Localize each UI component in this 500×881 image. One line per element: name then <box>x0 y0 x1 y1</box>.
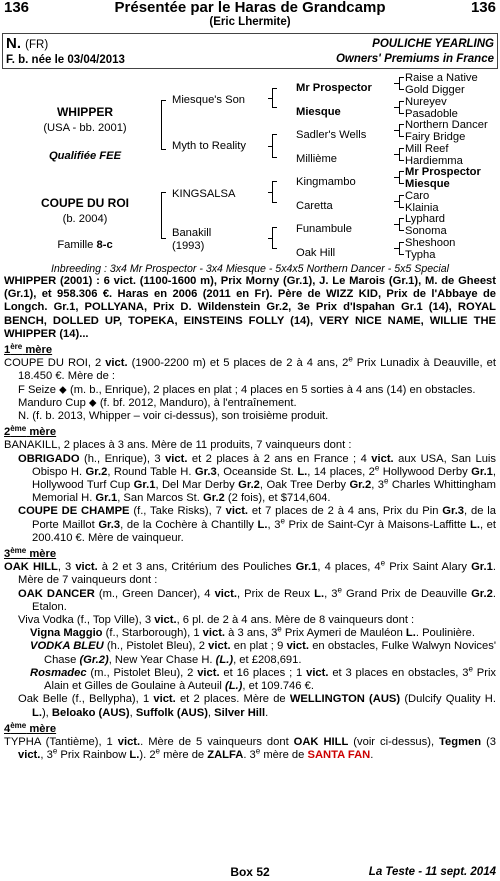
gen4-4b: Hardiemma <box>405 155 463 167</box>
section-3-paragraph-1: OAK HILL, 3 vict. à 2 et 3 ans, Critérium des Pouliches Gr.1, 4 places, 4e Prix Saint Alary Gr.1. Mère de 7 vainqueurs dont : <box>4 558 496 587</box>
section-2-paragraph-1: BANAKILL, 2 places à 3 ans. Mère de 11 produits, 7 vainqueurs dont : <box>4 439 352 452</box>
page-footer <box>0 866 500 880</box>
gen4-3b: Fairy Bridge <box>405 131 466 143</box>
gen4-1a: Raise a Native <box>405 72 478 84</box>
agent-name: (Eric Lhermite) <box>209 16 291 28</box>
bracket-sire <box>161 100 162 150</box>
gen4-2b: Pasadoble <box>405 108 458 120</box>
dam-sire: KINGSALSA <box>172 188 236 200</box>
box-number: Box 52 <box>230 865 270 879</box>
dam-family: Famille 8-c <box>57 239 113 251</box>
section-4-paragraph-1: TYPHA (Tantième), 1 vict.. Mère de 5 vainqueurs dont OAK HILL (voir ci-dessus), Tegmen (3 vict., 3e Prix Rainbow L.). 2e mère de ZALFA. 3e mère de SANTA FAN. <box>4 735 497 762</box>
gen3-4: Millième <box>296 153 338 165</box>
gen4-3a: Northern Dancer <box>405 119 488 131</box>
horse-premiums: Owners' Premiums in France <box>335 53 494 65</box>
dam-dam: Banakill <box>172 227 212 239</box>
gen4-6b: Klainia <box>405 202 439 214</box>
sire-description: WHIPPER (2001) : 6 vict. (1100-1600 m), Prix Morny (Gr.1), J. Le Marois (Gr.1), M. de Gheest (Gr.1), et 958.306 €. Haras en 2006 (2011 en Fr). Père de WIZZ KID, Prix de l'Abbaye de Longch. Gr.1, POLLYANA, Prix D. Wildenstein Gr.2, 3e Prix d'Ispahan Gr.1 (14), ROYAL BENCH, DOLLED UP, TOPEKA, EINSTEINS FOLLY (14), VERY NICE NAME, WILLIE THE WHIPPER (14)... <box>4 275 496 340</box>
gen3-3: Sadler's Wells <box>296 129 367 141</box>
lot-number-right: 136 <box>470 0 496 16</box>
lot-number-left: 136 <box>4 0 30 16</box>
section-title-3: 3ème mère <box>4 546 57 561</box>
sire-name: WHIPPER <box>56 105 113 119</box>
gen4-8a: Sheshoon <box>405 237 456 249</box>
catalogue-text <box>4 275 496 762</box>
gen3-1: Mr Prospector <box>296 82 372 94</box>
dam-name: COUPE DU ROI <box>40 196 129 210</box>
section-3-paragraph-6: Rosmadec (m., Pistolet Bleu), 2 vict. et 16 places ; 1 vict. et 3 places en obstacles, 3e Prix Alain et Gilles de Goulaine à Auteuil (L.), et 109.746 €. <box>30 664 497 693</box>
section-1-paragraph-3: Manduro Cup ⬥ (f. bf. 2012, Manduro), à l'entraînement. <box>18 396 297 409</box>
section-3-paragraph-7: Oak Belle (f., Bellypha), 1 vict. et 2 places. Mère de WELLINGTON (AUS) (Dulcify Quality H. L.), Beloako (AUS), Suffolk (AUS), Silver Hill. <box>18 693 496 719</box>
sire-dam: Myth to Reality <box>172 140 246 152</box>
section-3-paragraph-3: Viva Vodka (f., Top Ville), 3 vict., 6 pl. de 2 à 4 ans. Mère de 8 vainqueurs dont : <box>18 614 415 627</box>
horse-id-box <box>2 33 498 69</box>
dam-info: (b. 2004) <box>62 213 108 225</box>
page-header <box>0 0 500 16</box>
section-2-paragraph-3: COUPE DE CHAMPE (f., Take Risks), 7 vict. et 7 places de 2 à 4 ans, Prix du Pin Gr.3, de la Porte Maillot Gr.3, de la Cochère à Chantilly L., 3e Prix de Saint-Cyr à Maisons-Laffitte L., et 200.410 €. Mère de vainqueur. <box>18 505 497 544</box>
gen4-6a: Caro <box>405 190 430 202</box>
bracket-dam <box>161 192 162 239</box>
gen3-6: Caretta <box>296 200 333 212</box>
gen3-8: Oak Hill <box>296 247 336 259</box>
section-3-paragraph-2: OAK DANCER (m., Green Dancer), 4 vict., Prix de Reux L., 3e Grand Prix de Deauville Gr.2. Etalon. <box>18 584 496 613</box>
sire-sire: Miesque's Son <box>172 94 246 106</box>
section-title-4: 4ème mère <box>4 720 57 735</box>
section-1-paragraph-4: N. (f. b. 2013, Whipper – voir ci-dessus), son troisième produit. <box>18 410 329 423</box>
gen4-1b: Gold Digger <box>405 84 465 96</box>
gen4-7a: Lyphard <box>405 213 446 225</box>
horse-birth: F. b. née le 03/04/2013 <box>6 54 125 66</box>
page-title: Présentée par le Haras de Grandcamp <box>114 0 386 16</box>
gen3-5: Kingmambo <box>296 176 356 188</box>
gen4-2a: Nureyev <box>405 96 447 108</box>
section-2-paragraph-2: OBRIGADO (h., Enrique), 3 vict. et 2 places à 2 ans en France ; 4 vict. aux USA, San Luis Obispo H. Gr.2, Round Table H. Gr.3, Oceanside St. L., 14 places, 2e Hollywood Derby Gr.1, Hollywood Turf Cup Gr.1, Del Mar Derby Gr.2, Oak Tree Derby Gr.2, 3e Charles Whittingham Memorial H. Gr.1, San Marcos St. Gr.2 (2 fois), et $714,604. <box>18 452 497 505</box>
section-1-paragraph-2: F Seize ⬥ (m. b., Enrique), 2 places en plat ; 4 places en 5 sorties à 4 ans (14) en obstacles. <box>18 383 476 396</box>
dam-dam-year: (1993) <box>172 240 205 252</box>
gen4-8b: Typha <box>405 249 436 261</box>
sire-note: Qualifiée FEE <box>48 150 122 162</box>
gen4-5b: Miesque <box>405 178 450 190</box>
sale-place-date: La Teste - 11 sept. 2014 <box>368 866 496 878</box>
gen4-7b: Sonoma <box>405 225 447 237</box>
pedigree-chart <box>0 72 500 262</box>
horse-country: (FR) <box>25 39 49 51</box>
gen4-4a: Mill Reef <box>405 143 449 155</box>
sire-info: (USA - bb. 2001) <box>43 122 127 134</box>
section-title-2: 2ème mère <box>4 424 57 439</box>
gen4-5a: Mr Prospector <box>405 166 481 178</box>
family-sections <box>4 344 496 762</box>
section-1-paragraph-1: COUPE DU ROI, 2 vict. (1900-2200 m) et 5 places de 2 à 4 ans, 2e Prix Lunadix à Deauville, et 18.450 €. Mère de : <box>4 354 496 383</box>
gen3-7: Funambule <box>296 223 352 235</box>
horse-category: POULICHE YEARLING <box>372 38 494 50</box>
section-3-paragraph-5: VODKA BLEU (h., Pistolet Bleu), 2 vict. en plat ; 9 vict. en obstacles, Fulke Walwyn Novices' Chase (Gr.2), New Year Chase H. (L.), et £208,691. <box>30 640 496 666</box>
horse-name: N. (FR) <box>6 35 49 52</box>
section-3-paragraph-4: Vigna Maggio (f., Starborough), 1 vict. à 3 ans, 3e Prix Aymeri de Mauléon L.. Poulinière. <box>30 624 475 640</box>
inbreeding-line: Inbreeding : 3x4 Mr Prospector - 3x4 Miesque - 5x4x5 Northern Dancer - 5x5 Special <box>50 263 450 275</box>
gen3-2: Miesque <box>296 106 341 118</box>
section-title-1: 1ère mère <box>4 342 53 357</box>
